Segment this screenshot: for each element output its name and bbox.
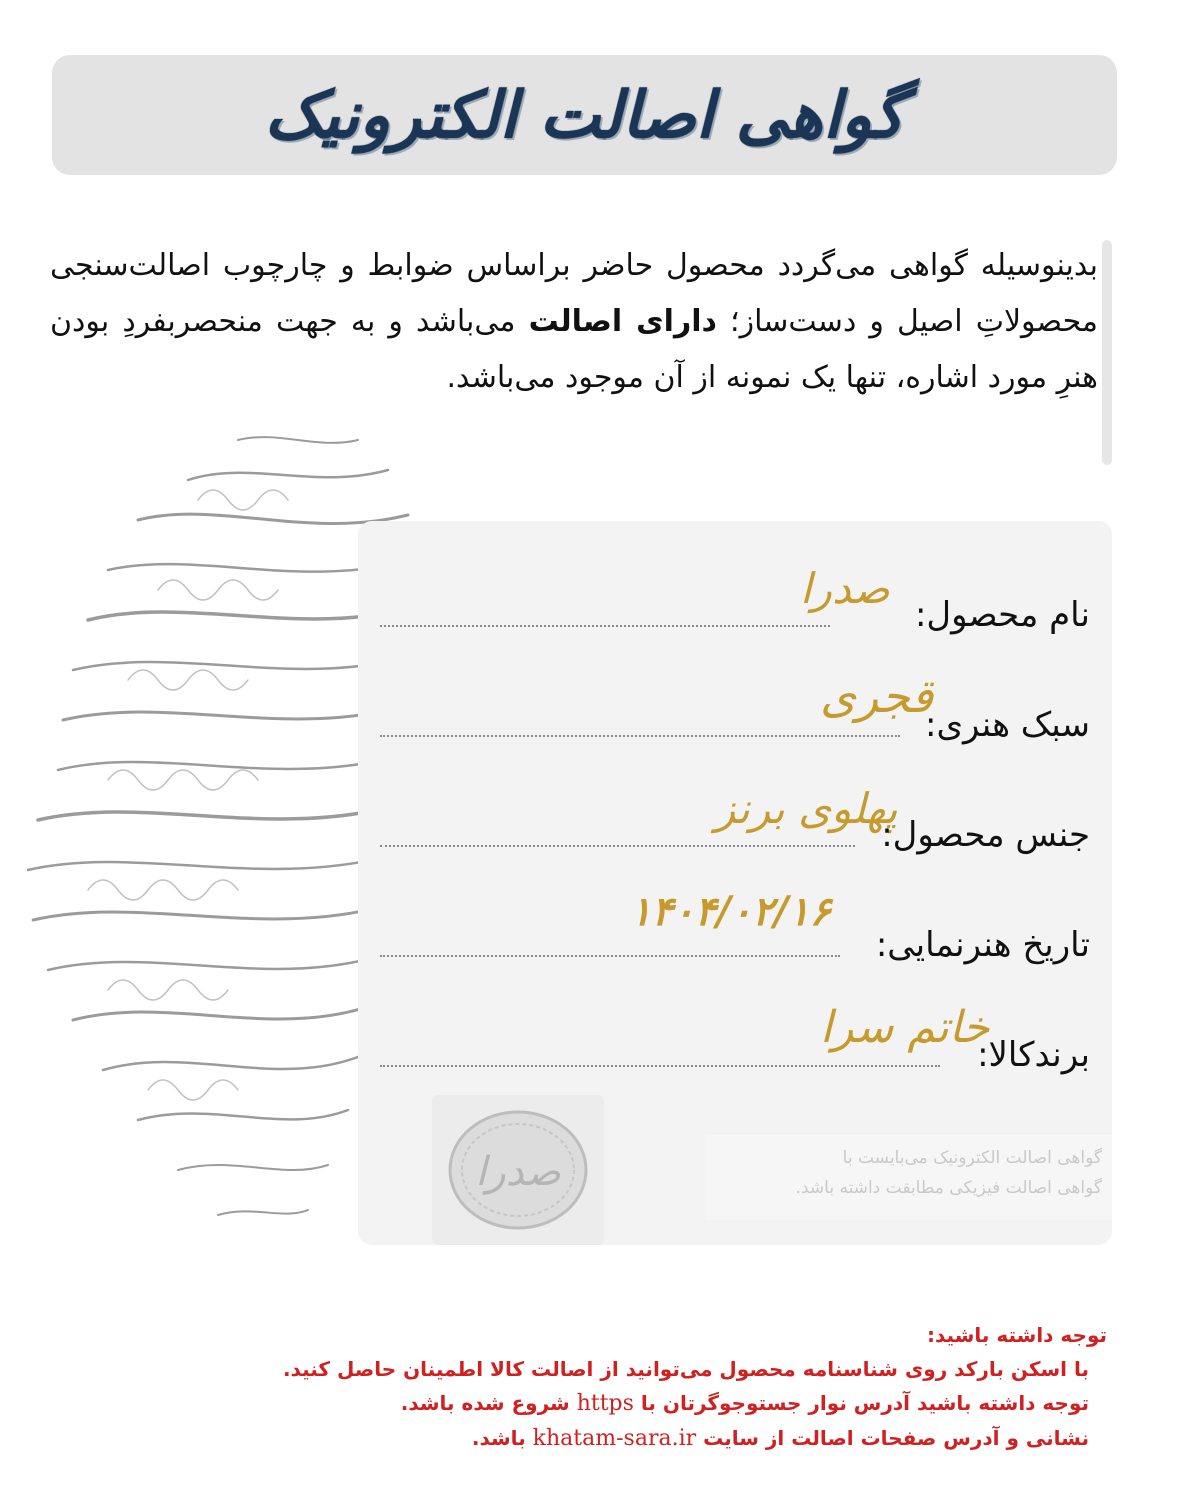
notice-line-https (207, 1386, 1107, 1421)
field-dotted-line (380, 955, 840, 957)
field-label: سبک هنری: (924, 705, 1090, 745)
seal-emblem-icon (432, 1095, 604, 1245)
notice-text: شروع شده باشد. (400, 1391, 570, 1415)
field-value: صدرا (800, 564, 890, 613)
field-dotted-line (380, 845, 855, 847)
notice-line-site (207, 1421, 1107, 1456)
field-dotted-line (380, 735, 900, 737)
brand-seal (432, 1095, 604, 1245)
notice-block (207, 1318, 1107, 1456)
intro-text-end: می‌باشد و به جهت منحصربفردِ بودن هنرِ مورد اشاره، تنها یک نمونه از آن موجود می‌باشد. (50, 304, 1098, 395)
seal-text: صدرا (475, 1149, 561, 1195)
field-dotted-line (380, 625, 830, 627)
field-product-name (380, 545, 1090, 635)
field-art-style (380, 655, 1090, 745)
intro-accent-bar (1102, 240, 1112, 465)
field-value: ۱۴۰۴/۰۲/۱۶ (630, 888, 832, 935)
intro-paragraph (50, 238, 1098, 406)
field-brand (380, 985, 1090, 1075)
field-value: خاتم سرا (820, 1002, 990, 1053)
verification-note-line: گواهی اصالت الکترونیک می‌بایست با (842, 1148, 1102, 1168)
field-label: نام محصول: (914, 595, 1090, 635)
field-value: پهلوی برنز (715, 784, 898, 833)
verification-note (705, 1135, 1112, 1220)
field-material (380, 765, 1090, 855)
notice-line-barcode: با اسکن بارکد روی شناسنامه محصول می‌توانید از اصالت کالا اطمینان حاصل کنید. (282, 1357, 1089, 1381)
field-label: جنس محصول: (881, 815, 1090, 855)
notice-text: نشانی و آدرس صفحات اصالت از سایت (703, 1426, 1089, 1450)
field-creation-date (380, 875, 1090, 965)
intro-bold-text: دارای اصالت (528, 304, 717, 339)
notice-text: توجه داشته باشید آدرس نوار جستوجوگرتان با (640, 1391, 1089, 1415)
field-dotted-line (380, 1065, 940, 1067)
field-value: قجری (820, 669, 934, 723)
field-label: تاریخ هنرنمایی: (875, 925, 1090, 965)
notice-site-link[interactable]: khatam-sara.ir (532, 1426, 697, 1451)
notice-heading: توجه داشته باشید: (927, 1323, 1107, 1347)
intro-text: بدینوسیله گواهی می‌گردد محصول حاضر براساس ضوابط و چارچوب اصالت‌سنجی محصولاتِ اصیل و دست‌ساز؛ (50, 248, 1098, 339)
notice-text: باشد. (471, 1426, 526, 1450)
field-label: برندکالا: (977, 1035, 1090, 1075)
verification-note-line: گواهی اصالت فیزیکی مطابقت داشته باشد. (795, 1178, 1102, 1198)
certificate-title: گواهی اصالت الکترونیک (264, 77, 905, 153)
notice-https-text: https (576, 1391, 634, 1416)
